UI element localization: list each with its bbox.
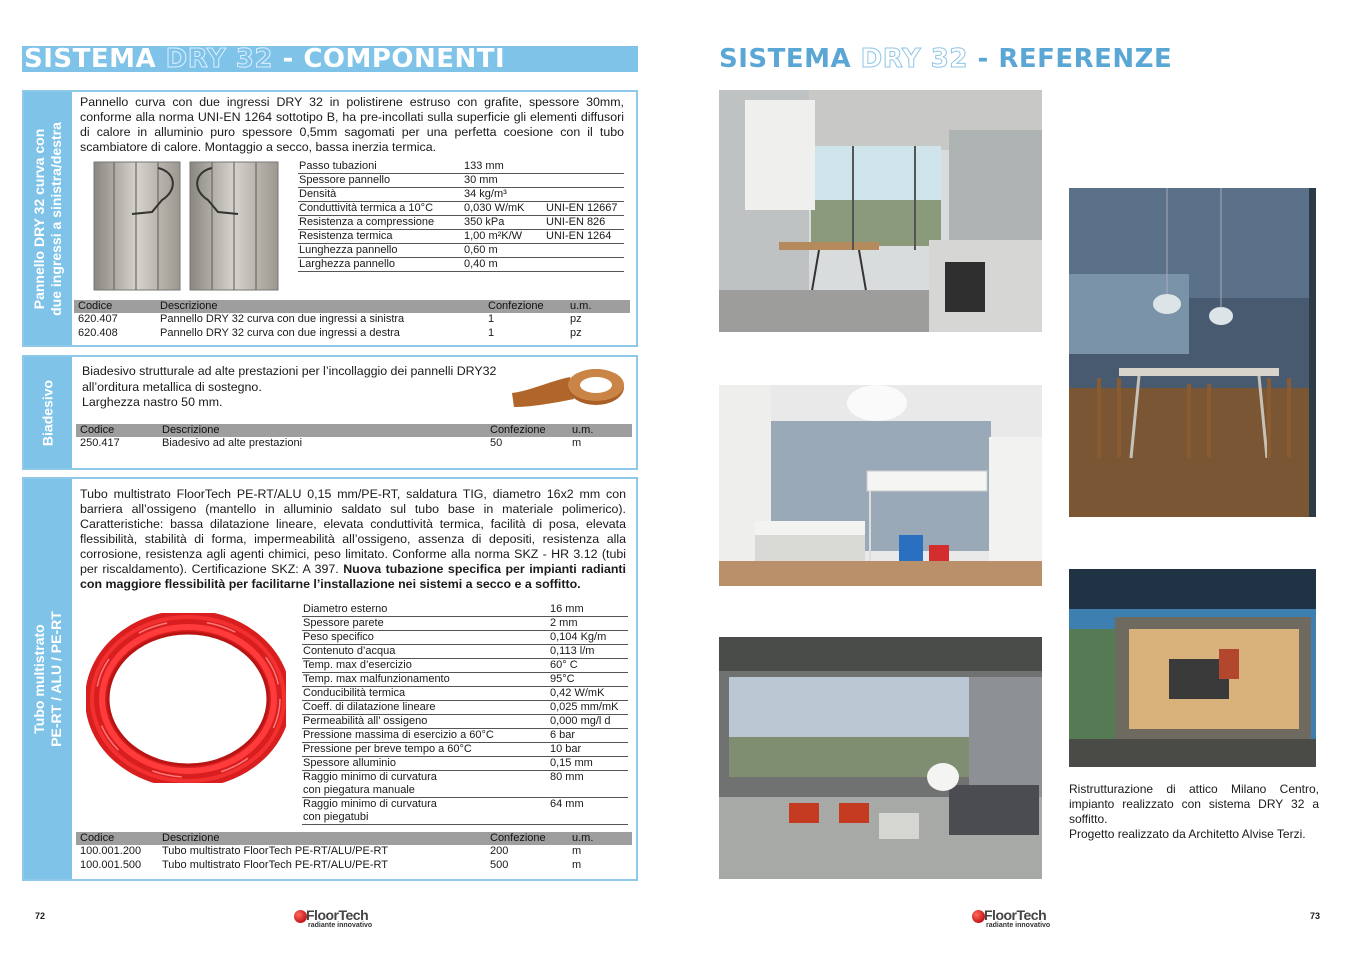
spec-row: Densità 34 kg/m³ [298,188,624,202]
panel-side-label: Pannello DRY 32 curva con due ingressi a sinistra/destra [31,121,64,316]
table-row: 100.001.200 Tubo multistrato FloorTech PE-RT/ALU/PE-RT 200 m [80,845,582,858]
pipe-side-tab [24,479,72,879]
living-room-photo [719,637,1042,879]
bedroom-photo [719,385,1042,586]
right-page-number: 73 [1310,911,1321,921]
pipe-coil-image [86,613,286,783]
panel-product-image [92,160,280,292]
table-row: 100.001.500 Tubo multistrato FloorTech PE-RT/ALU/PE-RT 500 m [80,858,582,871]
spec-row: Raggio minimo di curvatura con piegatura manuale 80 mm [302,771,628,798]
spec-row: Resistenza a compressione 350 kPa UNI-EN 826 [298,216,624,230]
pipe-codes-table: Codice Descrizione Confezione u.m. 100.001.200 Tubo multistrato FloorTech PE-RT/ALU/PE-RT 200 m 100.001.500 Tubo multistrato FloorTech PE-RT/ALU/PE-RT 500 m [76,832,632,872]
spec-row: Temp. max malfunzionamento 95°C [302,673,628,687]
panel-product-block [22,90,638,347]
panel-description: Pannello curva con due ingressi DRY 32 in polistirene estruso con grafite, spessore 30mm, conforme alla norma UNI-EN 1264 sottotipo B, ha pre-incollati sulla superficie gli elementi diffusori di calore in alluminio puro spessore 0,5mm sagomati per una perfetta coesione con il tubo scambiatore di calore. Montaggio a secco, bassa inerzia termica. [80,95,624,154]
panel-codes-table: Codice Descrizione Confezione u.m. 620.407 Pannello DRY 32 curva con due ingressi a sinistra 1 pz 620.408 Pannello DRY 32 curva con due ingressi a destra 1 pz [74,300,630,340]
pipe-product-block [22,477,638,881]
spec-row: Spessore pannello 30 mm [298,174,624,188]
spec-row: Temp. max d’esercizio 60° C [302,659,628,673]
spec-row: Contenuto d’acqua 0,113 l/m [302,645,628,659]
pipe-description: Tubo multistrato FloorTech PE-RT/ALU 0,15 mm/PE-RT, saldatura TIG, diametro 16x2 mm con barriera all’ossigeno (mantello in alluminio saldato sul tubo base in materiale polimerico). Caratteristiche: bassa dilatazione lineare, elevata conduttività termica, facilità di posa, elevata flessibilità, stabilità di forma, impermeabilità all’ossigeno, assenza di depositi, resistenza alla corrosione, resistenza agli agenti chimici, peso limitato. Conforme alla norma SKZ - HR 3.12 (tubi per riscaldamento). Certificazione SKZ: A 397. Nuova tubazione specifica per impianti radianti con maggiore flessibilità per facilitarne l’installazione nei sistemi a secco e a soffitto. [80,487,626,591]
spec-row: Pressione massima di esercizio a 60°C 6 bar [302,729,628,743]
table-row: 250.417 Biadesivo ad alte prestazioni 50 m [80,437,582,450]
spec-row: Coeff. di dilatazione lineare 0,025 mm/mK [302,701,628,715]
spec-row: Larghezza pannello 0,40 m [298,258,624,272]
right-page-title: SISTEMA DRY 32 - REFERENZE [719,44,1173,74]
table-row: 620.408 Pannello DRY 32 curva con due ingressi a destra 1 pz [78,326,582,339]
tape-product-block [22,355,638,470]
pipe-specs-table [302,603,628,825]
tape-side-label: Biadesivo [39,379,56,446]
spec-row: Lunghezza pannello 0,60 m [298,244,624,258]
spec-row: Spessore parete 2 mm [302,617,628,631]
pipe-side-label: Tubo multistrato PE-RT / ALU / PE-RT [31,611,64,747]
spec-row: Conducibilità termica 0,42 W/mK [302,687,628,701]
panel-side-tab [24,92,72,345]
spec-row: Permeabilità all’ ossigeno 0,000 mg/l d [302,715,628,729]
left-page-title: SISTEMA DRY 32 - COMPONENTI [24,44,506,74]
spec-row: Diametro esterno 16 mm [302,603,628,617]
tape-description: Biadesivo strutturale ad alte prestazioni per l’incollaggio dei pannelli DRY32 all’orditura metallica di sostegno. Larghezza nastro 50 mm. [82,364,497,409]
left-title-bar [22,46,638,72]
left-floortech-logo: FloorTech radiante innovativo [294,907,386,933]
tape-roll-image [510,363,628,413]
dining-room-photo [1069,188,1316,517]
spec-row: Passo tubazioni 133 mm [298,160,624,174]
spec-row: Conduttività termica a 10°C 0,030 W/mK UNI-EN 12667 [298,202,624,216]
kitchen-photo [719,90,1042,332]
right-floortech-logo: FloorTech radiante innovativo [972,907,1064,933]
spec-row: Pressione per breve tempo a 60°C 10 bar [302,743,628,757]
tape-codes-table: Codice Descrizione Confezione u.m. 250.417 Biadesivo ad alte prestazioni 50 m [76,424,632,451]
spec-row: Peso specifico 0,104 Kg/m [302,631,628,645]
panel-specs-table [298,160,624,272]
terrace-evening-photo [1069,569,1316,767]
table-row: 620.407 Pannello DRY 32 curva con due ingressi a sinistra 1 pz [78,313,582,326]
left-page-number: 72 [35,911,46,921]
project-caption: Ristrutturazione di attico Milano Centro, impianto realizzato con sistema DRY 32 a soffitto. Progetto realizzato da Architetto Alvise Terzi. [1069,782,1319,841]
spec-row: Raggio minimo di curvatura con piegatubi 64 mm [302,798,628,825]
tape-side-tab [24,357,72,468]
spec-row: Resistenza termica 1,00 m²K/W UNI-EN 1264 [298,230,624,244]
spec-row: Spessore alluminio 0,15 mm [302,757,628,771]
